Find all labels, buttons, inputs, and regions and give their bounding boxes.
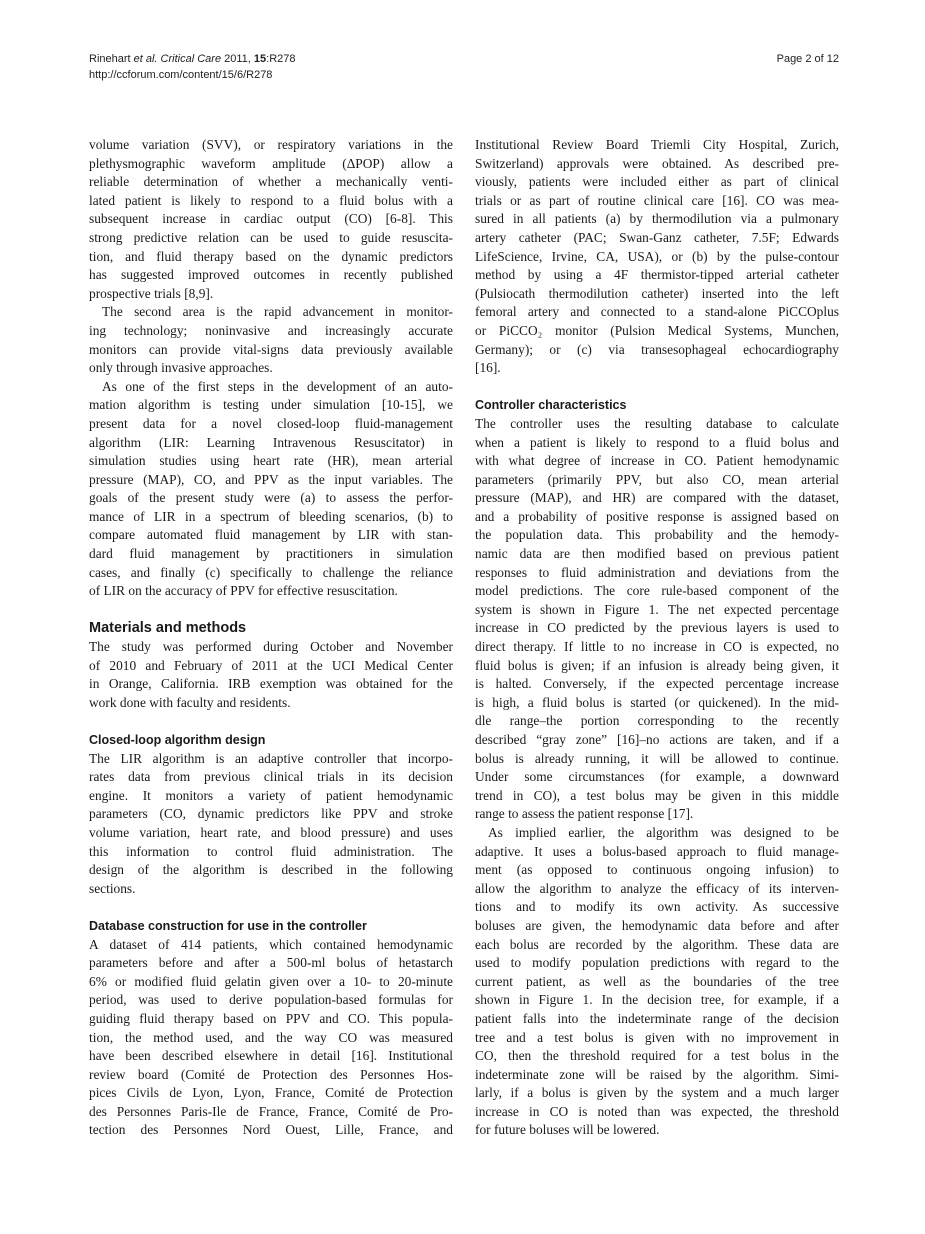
text-line: monitors can provide vital-signs data previously available xyxy=(89,341,453,357)
text-line: mation algorithm is testing under simulation [10-15], we xyxy=(89,397,453,413)
text-line: when a patient is likely to respond to a fluid bolus and xyxy=(475,434,839,450)
paragraph xyxy=(475,415,839,824)
text-line: larly, if a bolus is given by the system and a much larger xyxy=(475,1085,839,1101)
text-line: simulation studies using heart rate (HR), mean arterial xyxy=(89,453,453,469)
text-line: indeterminate zone will be raised by the algorithm. Simi- xyxy=(475,1066,839,1082)
text-line: goals of the present study were (a) to assess the perfor- xyxy=(89,490,453,506)
paragraph xyxy=(89,638,453,712)
text-line: fluid bolus is given; if an infusion is already being given, it xyxy=(475,657,839,673)
text-line: tection des Personnes Nord Ouest, Lille, France, and xyxy=(89,1122,453,1138)
text-line: algorithm (LIR: Learning Intravenous Resuscitator) in xyxy=(89,434,453,450)
text-line: artery catheter (PAC; Swan-Ganz catheter, 7.5F; Edwards xyxy=(475,229,839,245)
text-line: trials or as part of routine clinical care [16]. CO was mea- xyxy=(475,192,839,208)
text-line: sections. xyxy=(89,880,136,896)
text-line: The study was performed during October and November xyxy=(89,639,453,655)
text-line: trend in CO), a test bolus may be given in this middle xyxy=(475,787,839,803)
text-line: dle range–the portion corresponding to the recently xyxy=(475,713,839,729)
text-line: tion, and fluid therapy based on the dynamic predictors xyxy=(89,248,453,264)
text-line: namic data are then modified based on previous patient xyxy=(475,546,839,562)
text-line: current patient, as well as the boundaries of the tree xyxy=(475,973,839,989)
text-line: the population data. This probability and the hemody- xyxy=(475,527,839,543)
text-line: used to modify population predictions with regard to the xyxy=(475,955,839,971)
text-line: only through invasive approaches. xyxy=(89,360,273,376)
text-line: As implied earlier, the algorithm was designed to be xyxy=(488,824,839,840)
section-heading: Materials and methods xyxy=(89,620,247,637)
text-line: bolus is already running, it will be allowed to continue. xyxy=(475,750,839,766)
text-line: tree and a test bolus is given with no improvement in xyxy=(475,1029,839,1045)
text-line: each bolus are recorded by the algorithm. These data are xyxy=(475,936,839,952)
text-line: allow the algorithm to analyze the efficacy of its interven- xyxy=(475,880,839,896)
text-line: design of the algorithm is described in the following xyxy=(89,862,453,878)
text-line: guiding fluid therapy based on PPV and CO. This popula- xyxy=(89,1010,453,1026)
text-line: ing technology; noninvasive and increasingly accurate xyxy=(89,322,453,338)
citation-article: :R278 xyxy=(266,53,296,65)
text-line: for future boluses will be lowered. xyxy=(475,1122,660,1138)
paragraph xyxy=(89,136,453,303)
text-line: is high, a fluid bolus is started (or quickened). In the mid- xyxy=(475,694,839,710)
left-column xyxy=(89,136,453,1140)
text-line: model predictions. The core rule-based component of the xyxy=(475,583,839,599)
text-line: period, was used to derive population-based formulas for xyxy=(89,992,453,1008)
text-line: has suggested improved outcomes in recently published xyxy=(89,267,453,283)
text-line: A dataset of 414 patients, which contained hemodynamic xyxy=(89,936,453,952)
text-line: femoral artery and connected to a stand-alone PiCCOplus xyxy=(475,304,839,320)
right-column xyxy=(475,136,839,1140)
text-line: parameters (primarily PPV, but also CO, mean arterial xyxy=(475,471,839,487)
text-line: pressure (MAP), and HR) are compared with the dataset, xyxy=(475,490,839,506)
section-heading: Database construction for use in the controller xyxy=(89,918,367,933)
text-line: present data for a novel closed-loop fluid-management xyxy=(89,415,453,431)
text-line: compare automated fluid management by LIR with stan- xyxy=(89,527,453,543)
text-line: sured in all patients (a) by thermodilution via a pulmonary xyxy=(475,211,839,227)
text-line: CO, then the threshold required for a test bolus in the xyxy=(475,1048,839,1064)
running-header xyxy=(89,51,296,83)
text-line: increase in CO predicted by the previous layers is used to xyxy=(475,620,839,636)
text-line: increase in CO is noted than was expected, the threshold xyxy=(475,1103,839,1119)
text-line: lated patient is likely to respond to a fluid bolus with a xyxy=(89,192,453,208)
text-line: engine. It monitors a variety of patient hemodynamic xyxy=(89,787,453,803)
text-line: ment (as opposed to continuous ongoing infusion) to xyxy=(475,862,839,878)
text-line: cases, and finally (c) specifically to challenge the reliance xyxy=(89,564,453,580)
text-line: volume variation (SVV), or respiratory variations in the xyxy=(89,137,453,152)
text-line: (Pulsiocath thermodilution catheter) inserted into the left xyxy=(475,285,839,301)
text-line: plethysmographic waveform amplitude (ΔPOP) allow a xyxy=(89,155,453,171)
text-line: responses to fluid administration and deviations from the xyxy=(475,564,839,580)
text-line: this information to control fluid administration. The xyxy=(89,843,453,859)
text-line: pressure (MAP), CO, and PPV as the input variables. The xyxy=(89,471,453,487)
text-line: prospective trials [8,9]. xyxy=(89,285,214,301)
text-line: The LIR algorithm is an adaptive controller that incorpo- xyxy=(89,750,453,766)
text-line: tion, the method used, and the way CO was measured xyxy=(89,1029,453,1045)
text-line: system is shown in Figure 1. The net expected percentage xyxy=(475,601,839,617)
text-line: review board (Comité de Protection des Personnes Hos- xyxy=(89,1066,453,1082)
page-number: Page 2 of 12 xyxy=(776,53,839,65)
text-line: is halted. Conversely, if the expected percentage increase xyxy=(475,676,839,692)
text-line: As one of the first steps in the development of an auto- xyxy=(102,378,453,394)
text-line: The controller uses the resulting database to calculate xyxy=(475,415,839,431)
citation-journal: Critical Care xyxy=(157,53,222,65)
citation xyxy=(89,51,296,67)
text-line: described “gray zone” [16]–no actions are taken, and if a xyxy=(475,732,839,747)
citation-volume: 15 xyxy=(253,53,267,65)
text-line: subsequent increase in cardiac output (CO) [6-8]. This xyxy=(89,211,453,227)
text-line: with what degree of increase in CO. Patient hemodynamic xyxy=(475,453,839,469)
text-line: [16]. xyxy=(475,360,501,376)
text-line: Switzerland) approvals were obtained. As described pre- xyxy=(475,155,839,171)
paragraph xyxy=(475,136,839,378)
paragraph xyxy=(475,824,839,1140)
text-line: LifeScience, Irvine, CA, USA), or (b) by the pulse-contour xyxy=(475,248,839,264)
text-line: pices Civils de Lyon, Lyon, France, Comité de Protection xyxy=(89,1085,453,1101)
text-line: patient falls into the indeterminate range of the decision xyxy=(475,1010,839,1026)
text-line: range to assess the patient response [17]. xyxy=(475,806,694,822)
text-line: direct therapy. If little to no increase in CO is expected, no xyxy=(475,639,839,655)
citation-authors: Rinehart xyxy=(89,53,134,65)
text-line: tions and to modify its own activity. As successive xyxy=(475,899,839,915)
text-line: parameters before and after a 500-ml bolus of hetastarch xyxy=(89,955,453,971)
text-line: The second area is the rapid advancement in monitor- xyxy=(102,304,453,320)
text-line: boluses are given, the hemodynamic data before and after xyxy=(475,917,839,933)
text-line: reliable determination of whether a mechanically venti- xyxy=(89,174,453,190)
text-line: have been described elsewhere in detail [16]. Institutional xyxy=(89,1048,453,1064)
text-line: of 2010 and February of 2011 at the UCI Medical Center xyxy=(89,657,453,673)
text-line: 6% or modified fluid gelatin given over a 10- to 20-minute xyxy=(89,973,453,989)
text-line: work done with faculty and residents. xyxy=(89,694,291,710)
text-line: shown in Figure 1. In the decision tree, for example, if a xyxy=(475,992,839,1008)
paragraph xyxy=(89,750,453,899)
text-line: volume variation, heart rate, and blood pressure) and uses xyxy=(89,824,453,840)
text-line: in Orange, California. IRB exemption was obtained for the xyxy=(89,676,453,692)
text-line: dard fluid management by practitioners in simulation xyxy=(89,546,453,562)
text-line: Institutional Review Board Triemli City Hospital, Zurich, xyxy=(475,137,839,152)
text-line: rates data from previous clinical trials in its decision xyxy=(89,769,453,785)
text-line: adaptive. It uses a bolus-based approach to fluid manage- xyxy=(475,843,839,859)
paragraph xyxy=(89,378,453,601)
section-heading: Closed-loop algorithm design xyxy=(89,733,266,747)
text-line: and a probability of positive response is assigned based on xyxy=(475,508,839,524)
text-line: mance of LIR in a spectrum of bleeding scenarios, (b) to xyxy=(89,508,453,524)
paragraph xyxy=(89,936,453,1141)
text-line: Germany); or (c) via transesophageal echocardiography xyxy=(475,341,839,357)
text-line: strong predictive relation can be used to guide resuscita- xyxy=(89,229,453,245)
text-line: of LIR on the accuracy of PPV for effective resuscitation. xyxy=(89,583,398,599)
text-line: des Personnes Paris-Ile de France, France, Comité de Pro- xyxy=(89,1103,453,1119)
citation-year: 2011, xyxy=(221,53,254,65)
citation-etal: et al. xyxy=(133,53,158,65)
paragraph xyxy=(89,303,453,377)
text-line: parameters (CO, dynamic predictors like PPV and stroke xyxy=(89,806,453,822)
text-line: method by using a 4F thermistor-tipped arterial catheter xyxy=(475,267,839,283)
section-heading: Controller characteristics xyxy=(475,398,627,413)
text-line: or PiCCO₂ monitor (Pulsion Medical Systems, Munchen, xyxy=(475,322,839,338)
text-line: Under some circumstances (for example, a downward xyxy=(475,769,839,785)
article-url[interactable]: http://ccforum.com/content/15/6/R278 xyxy=(89,69,273,81)
text-line: viously, patients were included either as part of clinical xyxy=(475,174,839,190)
